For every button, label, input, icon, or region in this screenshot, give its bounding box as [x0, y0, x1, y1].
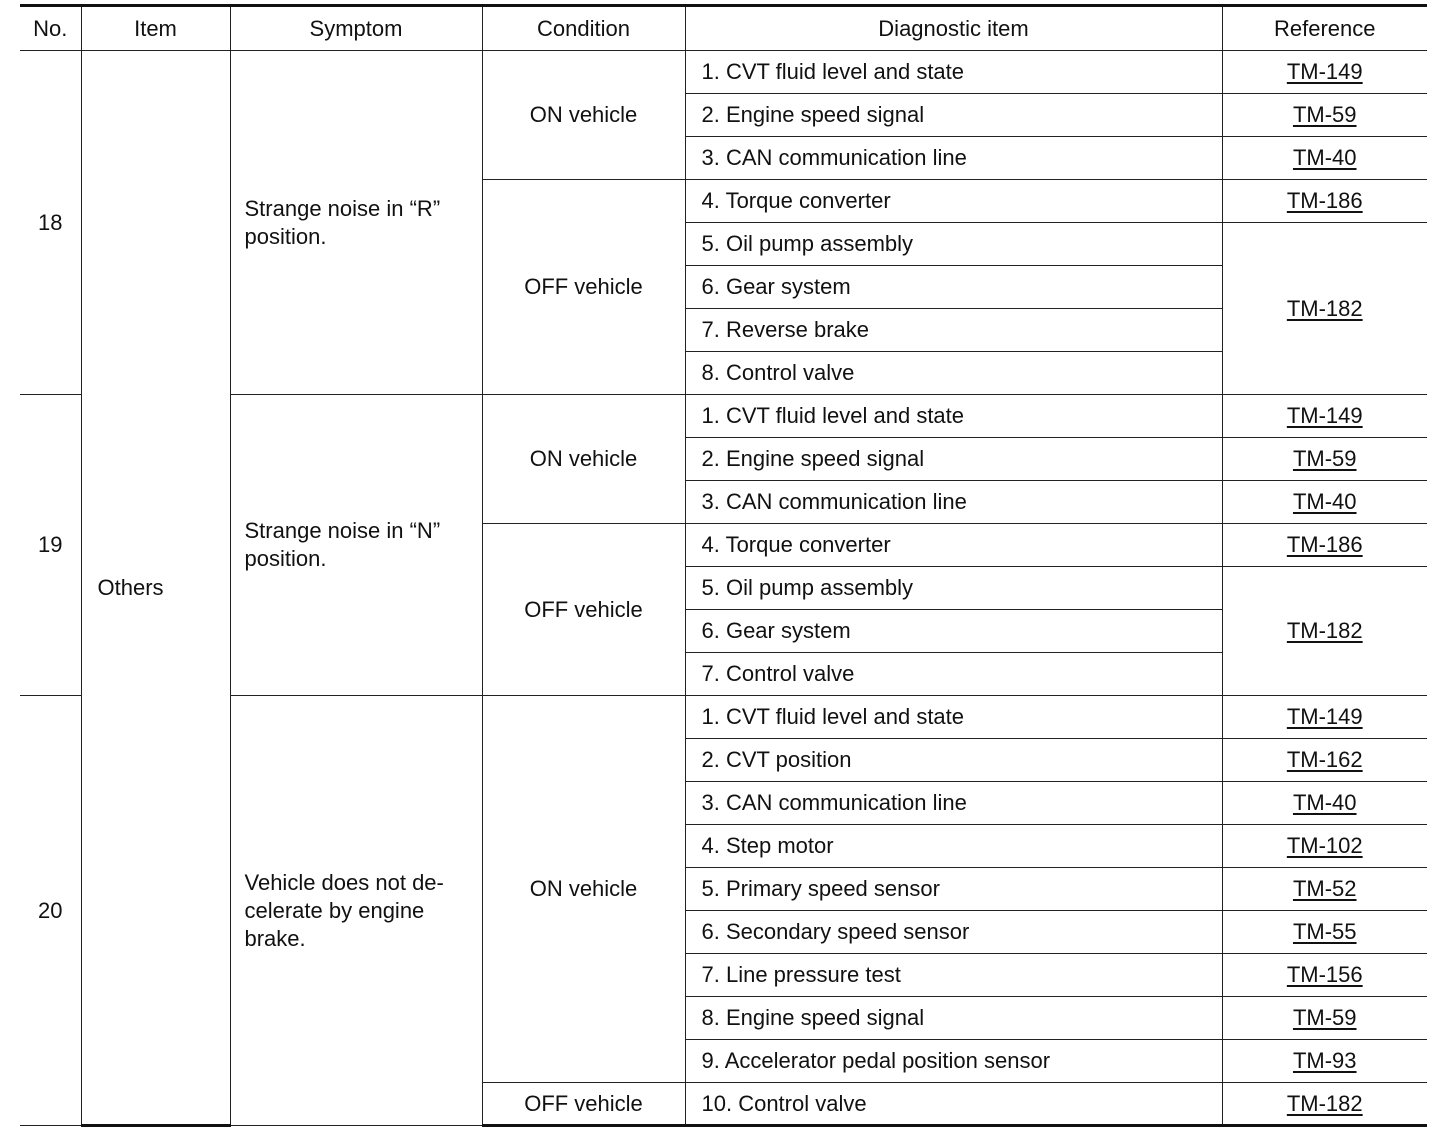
reference-link[interactable]: TM-93: [1292, 1048, 1357, 1073]
reference-link[interactable]: TM-40: [1292, 489, 1357, 514]
reference-cell: [1222, 911, 1427, 954]
reference-link[interactable]: TM-52: [1292, 876, 1357, 901]
diagnostic-item-cell: 4. Step motor: [685, 825, 1222, 868]
header-row: [20, 6, 1427, 51]
diagnostic-item-cell: 9. Accelerator pedal position sensor: [685, 1040, 1222, 1083]
reference-cell: [1222, 825, 1427, 868]
reference-link[interactable]: TM-149: [1286, 403, 1363, 428]
reference-link[interactable]: TM-40: [1292, 145, 1357, 170]
diagnosis-table-wrapper: [20, 4, 1427, 1127]
diagnostic-item-cell: 3. CAN communication line: [685, 481, 1222, 524]
diagnostic-item-cell: 7. Line pressure test: [685, 954, 1222, 997]
table-body: [20, 51, 1427, 1126]
diagnostic-item-cell: 4. Torque converter: [685, 524, 1222, 567]
reference-link[interactable]: TM-182: [1286, 295, 1363, 321]
diagnostic-item-cell: 6. Gear system: [685, 610, 1222, 653]
reference-link[interactable]: TM-186: [1286, 532, 1363, 557]
reference-cell: [1222, 954, 1427, 997]
diagnostic-item-cell: 2. CVT position: [685, 739, 1222, 782]
reference-link[interactable]: TM-59: [1292, 102, 1357, 127]
diagnostic-item-cell: 6. Gear system: [685, 266, 1222, 309]
reference-cell: [1222, 395, 1427, 438]
diagnostic-item-cell: 1. CVT fluid level and state: [685, 395, 1222, 438]
symptom-cell: Vehicle does not de-celerate by engine brake.: [230, 696, 482, 1126]
header-reference: Reference: [1222, 6, 1427, 51]
header-symptom: Symptom: [230, 6, 482, 51]
header-item: Item: [81, 6, 230, 51]
reference-link[interactable]: TM-149: [1286, 704, 1363, 729]
condition-cell: OFF vehicle: [482, 1083, 685, 1126]
diagnostic-item-cell: 5. Oil pump assembly: [685, 567, 1222, 610]
diagnostic-item-cell: 3. CAN communication line: [685, 782, 1222, 825]
reference-cell: [1222, 696, 1427, 739]
reference-cell: [1222, 868, 1427, 911]
reference-link[interactable]: TM-186: [1286, 188, 1363, 213]
condition-cell: ON vehicle: [482, 696, 685, 1083]
reference-cell: [1222, 137, 1427, 180]
diagnosis-table: [20, 4, 1427, 1127]
reference-cell: [1222, 524, 1427, 567]
reference-link[interactable]: TM-182: [1286, 1090, 1363, 1116]
diagnostic-item-cell: 2. Engine speed signal: [685, 94, 1222, 137]
item-category: Others: [81, 51, 230, 1126]
table-row: [20, 51, 1427, 94]
header-no: No.: [20, 6, 81, 51]
condition-cell: OFF vehicle: [482, 180, 685, 395]
reference-cell: [1222, 997, 1427, 1040]
row-number: 20: [20, 696, 81, 1126]
reference-cell: [1222, 51, 1427, 94]
reference-link[interactable]: TM-156: [1286, 962, 1363, 987]
diagnostic-item-cell: 3. CAN communication line: [685, 137, 1222, 180]
header-condition: Condition: [482, 6, 685, 51]
diagnostic-item-cell: 7. Control valve: [685, 653, 1222, 696]
table-row: [20, 395, 1427, 438]
reference-link[interactable]: TM-40: [1292, 790, 1357, 815]
diagnostic-item-cell: 6. Secondary speed sensor: [685, 911, 1222, 954]
reference-cell: [1222, 782, 1427, 825]
symptom-cell: Strange noise in “R” position.: [230, 51, 482, 395]
diagnostic-item-cell: 1. CVT fluid level and state: [685, 51, 1222, 94]
reference-link[interactable]: TM-59: [1292, 1005, 1357, 1030]
row-number: 19: [20, 395, 81, 696]
diagnostic-item-cell: 2. Engine speed signal: [685, 438, 1222, 481]
reference-link[interactable]: TM-55: [1292, 919, 1357, 944]
symptom-cell: Strange noise in “N” position.: [230, 395, 482, 696]
reference-link[interactable]: TM-162: [1286, 747, 1363, 772]
reference-link[interactable]: TM-182: [1286, 618, 1363, 643]
condition-cell: OFF vehicle: [482, 524, 685, 696]
reference-cell: [1222, 1040, 1427, 1083]
reference-cell: [1222, 739, 1427, 782]
diagnostic-item-cell: 5. Oil pump assembly: [685, 223, 1222, 266]
diagnostic-item-cell: 4. Torque converter: [685, 180, 1222, 223]
diagnostic-item-cell: 10. Control valve: [685, 1083, 1222, 1126]
reference-link[interactable]: TM-149: [1286, 59, 1363, 84]
reference-cell: [1222, 94, 1427, 137]
reference-link[interactable]: TM-59: [1292, 446, 1357, 471]
reference-cell: [1222, 438, 1427, 481]
diagnostic-item-cell: 7. Reverse brake: [685, 309, 1222, 352]
diagnostic-item-cell: 8. Engine speed signal: [685, 997, 1222, 1040]
header-diagnostic-item: Diagnostic item: [685, 6, 1222, 51]
table-row: [20, 696, 1427, 739]
reference-cell: [1222, 223, 1427, 395]
row-number: 18: [20, 51, 81, 395]
condition-cell: ON vehicle: [482, 51, 685, 180]
reference-cell: [1222, 180, 1427, 223]
reference-cell: [1222, 1083, 1427, 1126]
reference-cell: [1222, 481, 1427, 524]
diagnostic-item-cell: 5. Primary speed sensor: [685, 868, 1222, 911]
reference-link[interactable]: TM-102: [1286, 833, 1363, 858]
condition-cell: ON vehicle: [482, 395, 685, 524]
diagnostic-item-cell: 1. CVT fluid level and state: [685, 696, 1222, 739]
reference-cell: [1222, 567, 1427, 696]
diagnostic-item-cell: 8. Control valve: [685, 352, 1222, 395]
